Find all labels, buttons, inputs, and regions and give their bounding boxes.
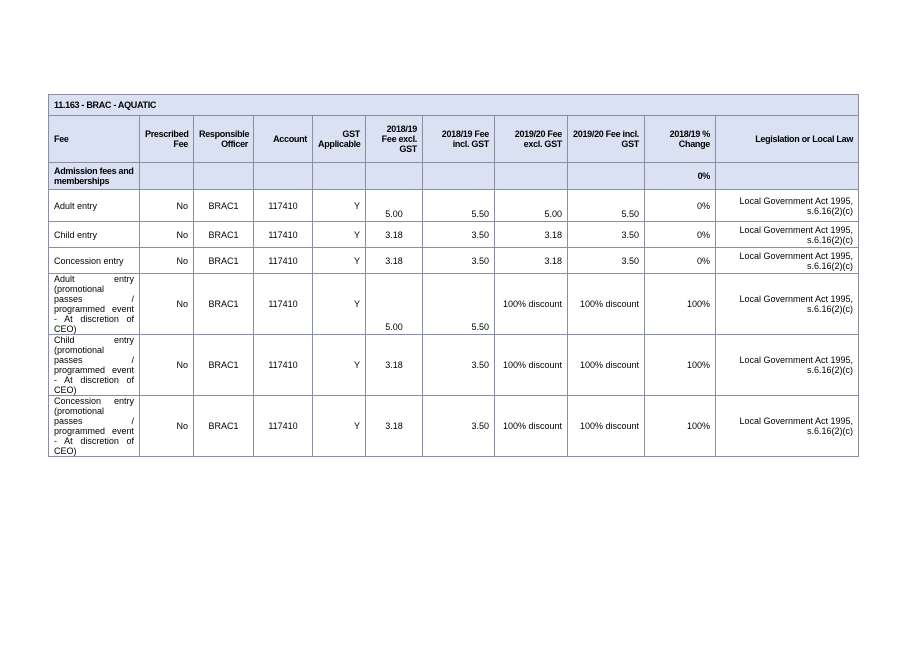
section-cell	[568, 163, 645, 190]
cell-gst: Y	[313, 396, 366, 457]
section-row	[49, 163, 859, 190]
cell-fee: Concession entry (promotional passes / programmed event - At discretion of CEO)	[49, 396, 140, 457]
cell-change: 100%	[645, 396, 716, 457]
section-label: Admission fees and memberships	[49, 163, 140, 190]
cell-change: 0%	[645, 222, 716, 248]
cell-fee-1819-incl: 3.50	[423, 335, 495, 396]
cell-fee-1920-excl: 3.18	[495, 248, 568, 274]
cell-change: 0%	[645, 190, 716, 222]
header-2018-19-fee-excl: 2018/19 Fee excl. GST	[366, 116, 423, 163]
table-row	[49, 396, 859, 457]
cell-prescribed: No	[140, 335, 194, 396]
cell-prescribed: No	[140, 222, 194, 248]
header-row	[49, 116, 859, 163]
table-row	[49, 190, 859, 222]
cell-officer: BRAC1	[194, 222, 254, 248]
section-cell	[313, 163, 366, 190]
section-cell	[495, 163, 568, 190]
cell-fee-1819-excl: 5.00	[366, 274, 423, 335]
table-row	[49, 274, 859, 335]
fees-table	[48, 94, 859, 457]
cell-legislation: Local Government Act 1995, s.6.16(2)(c)	[716, 190, 859, 222]
cell-legislation: Local Government Act 1995, s.6.16(2)(c)	[716, 248, 859, 274]
cell-officer: BRAC1	[194, 248, 254, 274]
header-legislation: Legislation or Local Law	[716, 116, 859, 163]
section-cell	[194, 163, 254, 190]
cell-fee-1920-excl: 100% discount	[495, 396, 568, 457]
section-cell	[366, 163, 423, 190]
cell-account: 117410	[254, 274, 313, 335]
section-cell	[140, 163, 194, 190]
cell-fee-1920-excl: 100% discount	[495, 274, 568, 335]
cell-fee-1819-excl: 5.00	[366, 190, 423, 222]
cell-fee-1920-excl: 100% discount	[495, 335, 568, 396]
cell-fee-1920-incl: 100% discount	[568, 274, 645, 335]
header-responsible-officer: Responsible Officer	[194, 116, 254, 163]
cell-legislation: Local Government Act 1995, s.6.16(2)(c)	[716, 274, 859, 335]
cell-prescribed: No	[140, 190, 194, 222]
header-2019-20-fee-excl: 2019/20 Fee excl. GST	[495, 116, 568, 163]
cell-legislation: Local Government Act 1995, s.6.16(2)(c)	[716, 335, 859, 396]
cell-fee-1819-incl: 5.50	[423, 274, 495, 335]
cell-fee: Adult entry (promotional passes / programmed event - At discretion of CEO)	[49, 274, 140, 335]
cell-account: 117410	[254, 190, 313, 222]
cell-change: 100%	[645, 274, 716, 335]
cell-prescribed: No	[140, 396, 194, 457]
table-row	[49, 248, 859, 274]
section-cell	[254, 163, 313, 190]
header-2018-19-fee-incl: 2018/19 Fee incl. GST	[423, 116, 495, 163]
header-fee: Fee	[49, 116, 140, 163]
cell-fee: Child entry (promotional passes / programmed event - At discretion of CEO)	[49, 335, 140, 396]
cell-officer: BRAC1	[194, 335, 254, 396]
header-2019-20-fee-incl: 2019/20 Fee incl. GST	[568, 116, 645, 163]
cell-prescribed: No	[140, 248, 194, 274]
cell-gst: Y	[313, 335, 366, 396]
cell-fee-1920-incl: 100% discount	[568, 335, 645, 396]
cell-fee: Concession entry	[49, 248, 140, 274]
cell-fee-1920-incl: 100% discount	[568, 396, 645, 457]
cell-officer: BRAC1	[194, 396, 254, 457]
table-title: 11.163 - BRAC - AQUATIC	[49, 95, 859, 116]
header-account: Account	[254, 116, 313, 163]
cell-gst: Y	[313, 274, 366, 335]
header-change: 2018/19 % Change	[645, 116, 716, 163]
cell-fee-1920-excl: 5.00	[495, 190, 568, 222]
section-cell	[423, 163, 495, 190]
cell-fee-1819-incl: 3.50	[423, 396, 495, 457]
cell-prescribed: No	[140, 274, 194, 335]
cell-account: 117410	[254, 335, 313, 396]
header-prescribed-fee: Prescribed Fee	[140, 116, 194, 163]
cell-fee-1920-incl: 3.50	[568, 222, 645, 248]
cell-gst: Y	[313, 222, 366, 248]
cell-fee-1819-excl: 3.18	[366, 396, 423, 457]
cell-fee: Adult entry	[49, 190, 140, 222]
cell-account: 117410	[254, 222, 313, 248]
cell-account: 117410	[254, 248, 313, 274]
cell-fee-1819-excl: 3.18	[366, 248, 423, 274]
cell-change: 0%	[645, 248, 716, 274]
header-gst-applicable: GST Applicable	[313, 116, 366, 163]
cell-account: 117410	[254, 396, 313, 457]
cell-legislation: Local Government Act 1995, s.6.16(2)(c)	[716, 396, 859, 457]
cell-fee-1920-incl: 5.50	[568, 190, 645, 222]
table-row	[49, 222, 859, 248]
section-change: 0%	[645, 163, 716, 190]
cell-legislation: Local Government Act 1995, s.6.16(2)(c)	[716, 222, 859, 248]
cell-gst: Y	[313, 190, 366, 222]
cell-officer: BRAC1	[194, 274, 254, 335]
cell-fee-1920-excl: 3.18	[495, 222, 568, 248]
cell-officer: BRAC1	[194, 190, 254, 222]
cell-change: 100%	[645, 335, 716, 396]
cell-fee-1819-incl: 3.50	[423, 248, 495, 274]
cell-fee-1920-incl: 3.50	[568, 248, 645, 274]
cell-fee-1819-incl: 5.50	[423, 190, 495, 222]
cell-fee-1819-excl: 3.18	[366, 222, 423, 248]
cell-fee: Child entry	[49, 222, 140, 248]
table-row	[49, 335, 859, 396]
cell-gst: Y	[313, 248, 366, 274]
cell-fee-1819-incl: 3.50	[423, 222, 495, 248]
cell-fee-1819-excl: 3.18	[366, 335, 423, 396]
table-title-row	[49, 95, 859, 116]
section-cell	[716, 163, 859, 190]
